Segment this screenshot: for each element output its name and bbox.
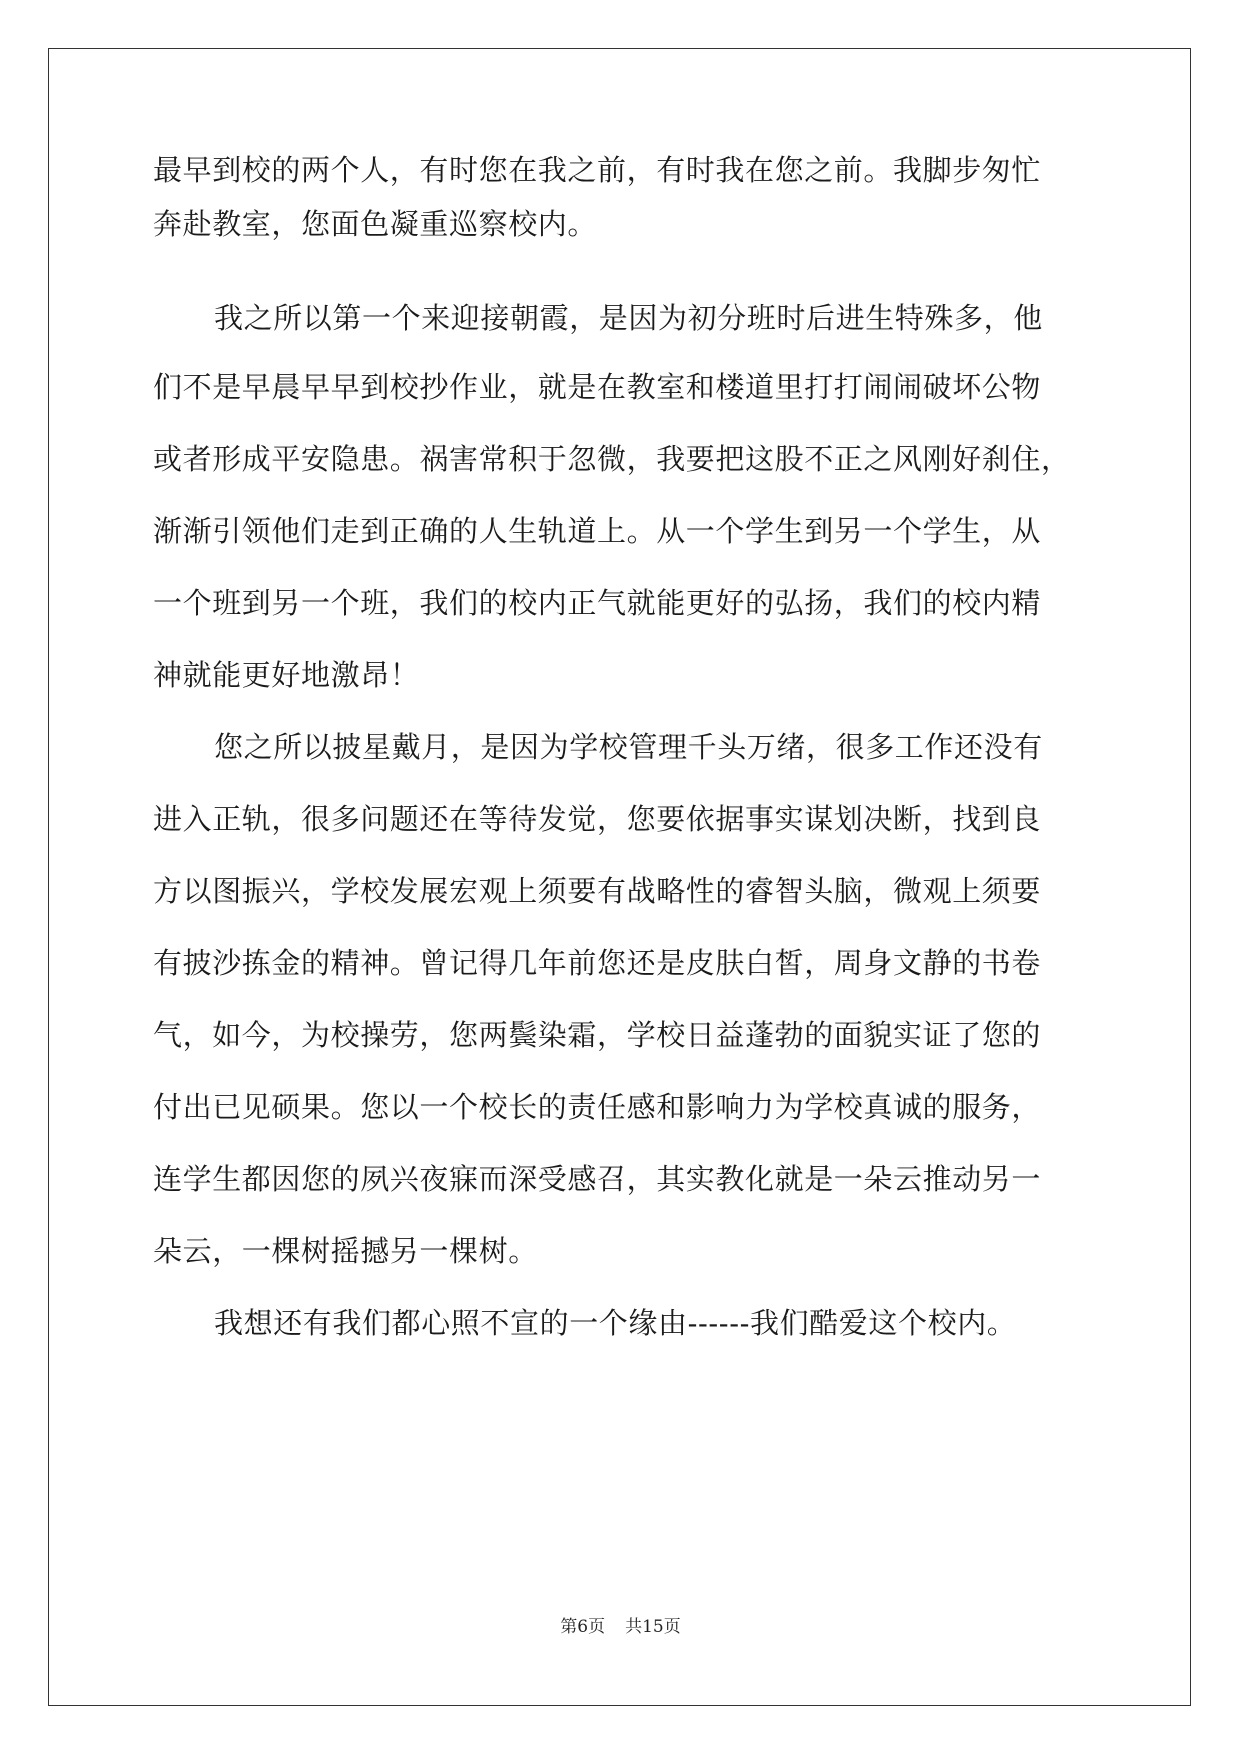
paragraph-first-line: 我想还有我们都心照不宣的一个缘由------我们酷爱这个校内。	[214, 1306, 1017, 1340]
text-line: 付出已见硕果。您以一个校长的责任感和影响力为学校真诚的服务，	[153, 1090, 1042, 1124]
text-line: 进入正轨，很多问题还在等待发觉，您要依据事实谋划决断，找到良	[153, 802, 1042, 836]
text-line: 一个班到另一个班，我们的校内正气就能更好的弘扬，我们的校内精	[153, 586, 1042, 620]
page-footer	[0, 1616, 1241, 1638]
page-number: 第6页	[560, 1617, 606, 1637]
text-line: 气，如今，为校操劳，您两鬓染霜，学校日益蓬勃的面貌实证了您的	[153, 1018, 1042, 1052]
text-line: 们不是早晨早早到校抄作业，就是在教室和楼道里打打闹闹破坏公物	[153, 370, 1042, 404]
text-line: 朵云，一棵树摇撼另一棵树。	[153, 1234, 538, 1268]
text-line: 奔赴教室，您面色凝重巡察校内。	[153, 207, 598, 241]
text-line: 或者形成平安隐患。祸害常积于忽微，我要把这股不正之风刚好刹住，	[153, 442, 1071, 476]
text-line: 渐渐引领他们走到正确的人生轨道上。从一个学生到另一个学生，从	[153, 514, 1042, 548]
text-line: 最早到校的两个人，有时您在我之前，有时我在您之前。我脚步匆忙	[153, 153, 1042, 187]
page-total: 共15页	[625, 1617, 681, 1637]
text-line: 连学生都因您的夙兴夜寐而深受感召，其实教化就是一朵云推动另一	[153, 1162, 1042, 1196]
paragraph-first-line: 我之所以第一个来迎接朝霞，是因为初分班时后进生特殊多，他	[214, 301, 1043, 335]
text-line: 有披沙拣金的精神。曾记得几年前您还是皮肤白皙，周身文静的书卷	[153, 946, 1042, 980]
text-line: 方以图振兴，学校发展宏观上须要有战略性的睿智头脑，微观上须要	[153, 874, 1042, 908]
text-line: 神就能更好地激昂！	[153, 658, 420, 692]
paragraph-first-line: 您之所以披星戴月，是因为学校管理千头万绪，很多工作还没有	[214, 730, 1043, 764]
